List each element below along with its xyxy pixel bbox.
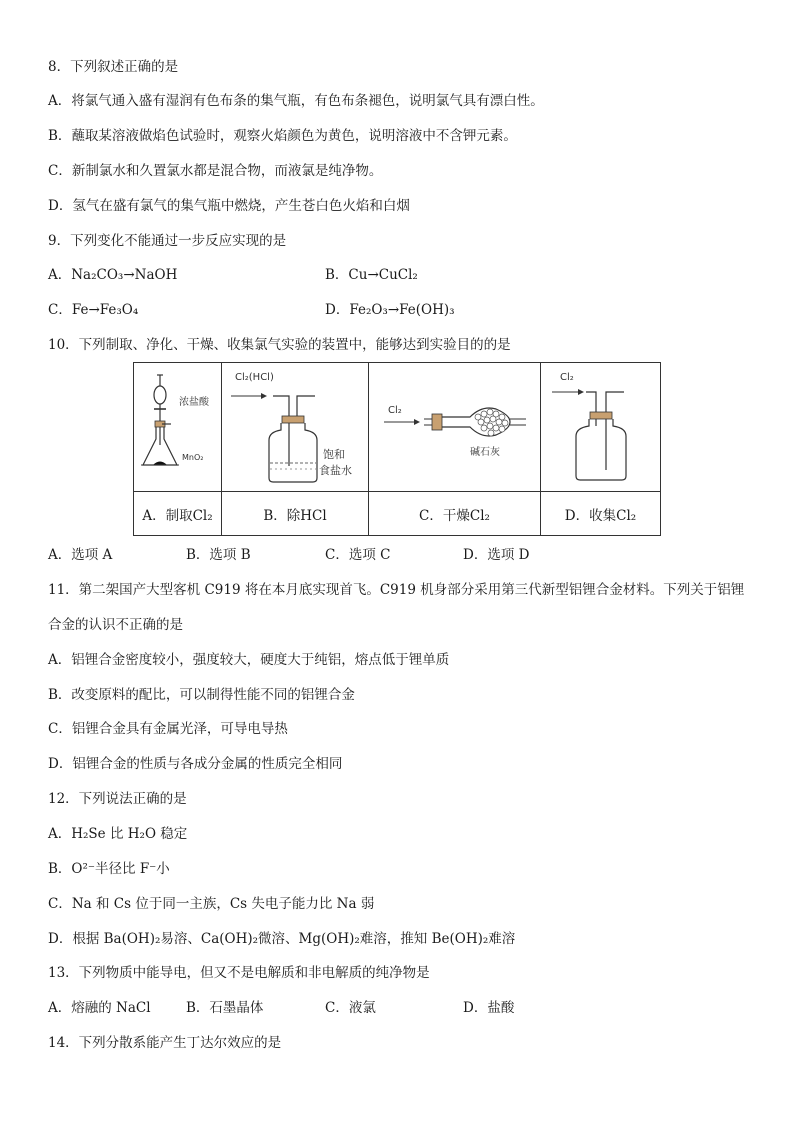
q14-stem: 14．下列分散系能产生丁达尔效应的是: [48, 1035, 282, 1051]
mno2-label: MnO₂: [181, 453, 203, 462]
q9-option-c: C．Fe→Fe₃O₄: [48, 302, 139, 318]
q11-stem-line1: 11．第二架国产大型客机 C919 将在本月底实现首飞。C919 机身部分采用第三代新型铝锂合金材料。下列关于铝锂: [48, 582, 745, 598]
q12-option-d: D．根据 Ba(OH)₂易溶、Ca(OH)₂微溶、Mg(OH)₂难溶，推知 Be(OH)₂难溶: [48, 931, 516, 947]
brine-label: 食盐水: [318, 464, 352, 477]
soda-lime-label: 碱石灰: [469, 447, 500, 458]
chlorine-generator-diagram: [135, 367, 221, 487]
q11-option-b: B．改变原料的配比，可以制得性能不同的铝锂合金: [48, 687, 355, 703]
q13-option-d: D．盐酸: [463, 1000, 515, 1016]
drying-tube-diagram: [370, 367, 540, 487]
q13-option-a: A．熔融的 NaCl: [48, 1000, 151, 1016]
apparatus-a-cell: [134, 363, 222, 492]
apparatus-figure-table: [133, 362, 661, 536]
cl2-label-d: Cl₂: [559, 372, 574, 383]
q11-option-c: C．铝锂合金具有金属光泽，可导电导热: [48, 721, 288, 737]
q8-option-c: C．新制氯水和久置氯水都是混合物，而液氯是纯净物。: [48, 163, 383, 179]
cl2-label-c: Cl₂: [387, 405, 402, 416]
q10-option-b: B．选项 B: [186, 547, 251, 563]
q10-option-d: D．选项 D: [463, 547, 530, 563]
caption-c: C．干燥Cl₂: [369, 492, 541, 536]
q11-option-d: D．铝锂合金的性质与各成分金属的性质完全相同: [48, 756, 343, 772]
caption-d: D．收集Cl₂: [541, 492, 661, 536]
cl2-hcl-label: Cl₂(HCl): [234, 372, 274, 383]
q13-option-b: B．石墨晶体: [186, 1000, 264, 1016]
q10-option-c: C．选项 C: [325, 547, 391, 563]
q10-option-a: A．选项 A: [48, 547, 113, 563]
q9-stem: 9．下列变化不能通过一步反应实现的是: [48, 233, 287, 249]
q13-option-c: C．液氯: [325, 1000, 376, 1016]
apparatus-b-cell: [222, 363, 369, 492]
collection-bottle-diagram: [542, 366, 660, 488]
q9-option-d: D．Fe₂O₃→Fe(OH)₃: [325, 302, 455, 318]
q12-option-a: A．H₂Se 比 H₂O 稳定: [48, 826, 188, 842]
q12-option-b: B．O²⁻半径比 F⁻小: [48, 861, 170, 877]
conc-hcl-label: 浓盐酸: [178, 397, 209, 408]
q12-stem: 12．下列说法正确的是: [48, 791, 187, 807]
caption-a: A．制取Cl₂: [134, 492, 222, 536]
q10-stem: 10．下列制取、净化、干燥、收集氯气实验的装置中，能够达到实验目的的是: [48, 337, 511, 353]
apparatus-c-cell: [369, 363, 541, 492]
q8-option-b: B．蘸取某溶液做焰色试验时，观察火焰颜色为黄色，说明溶液中不含钾元素。: [48, 128, 517, 144]
q8-option-d: D．氢气在盛有氯气的集气瓶中燃烧，产生苍白色火焰和白烟: [48, 198, 410, 214]
q11-option-a: A．铝锂合金密度较小，强度较大，硬度大于纯铝，熔点低于锂单质: [48, 652, 450, 668]
saturated-label: 饱和: [322, 448, 345, 461]
q13-stem: 13．下列物质中能导电，但又不是电解质和非电解质的纯净物是: [48, 965, 430, 981]
q8-stem: 8．下列叙述正确的是: [48, 59, 179, 75]
q9-option-a: A．Na₂CO₃→NaOH: [48, 267, 178, 283]
q11-stem-line2: 合金的认识不正确的是: [48, 617, 183, 633]
caption-b: B．除HCl: [222, 492, 369, 536]
wash-bottle-diagram: [223, 366, 368, 488]
q9-option-b: B．Cu→CuCl₂: [325, 267, 418, 283]
q12-option-c: C．Na 和 Cs 位于同一主族，Cs 失电子能力比 Na 弱: [48, 896, 375, 912]
apparatus-d-cell: [541, 363, 661, 492]
q8-option-a: A．将氯气通入盛有湿润有色布条的集气瓶，有色布条褪色，说明氯气具有漂白性。: [48, 93, 544, 109]
